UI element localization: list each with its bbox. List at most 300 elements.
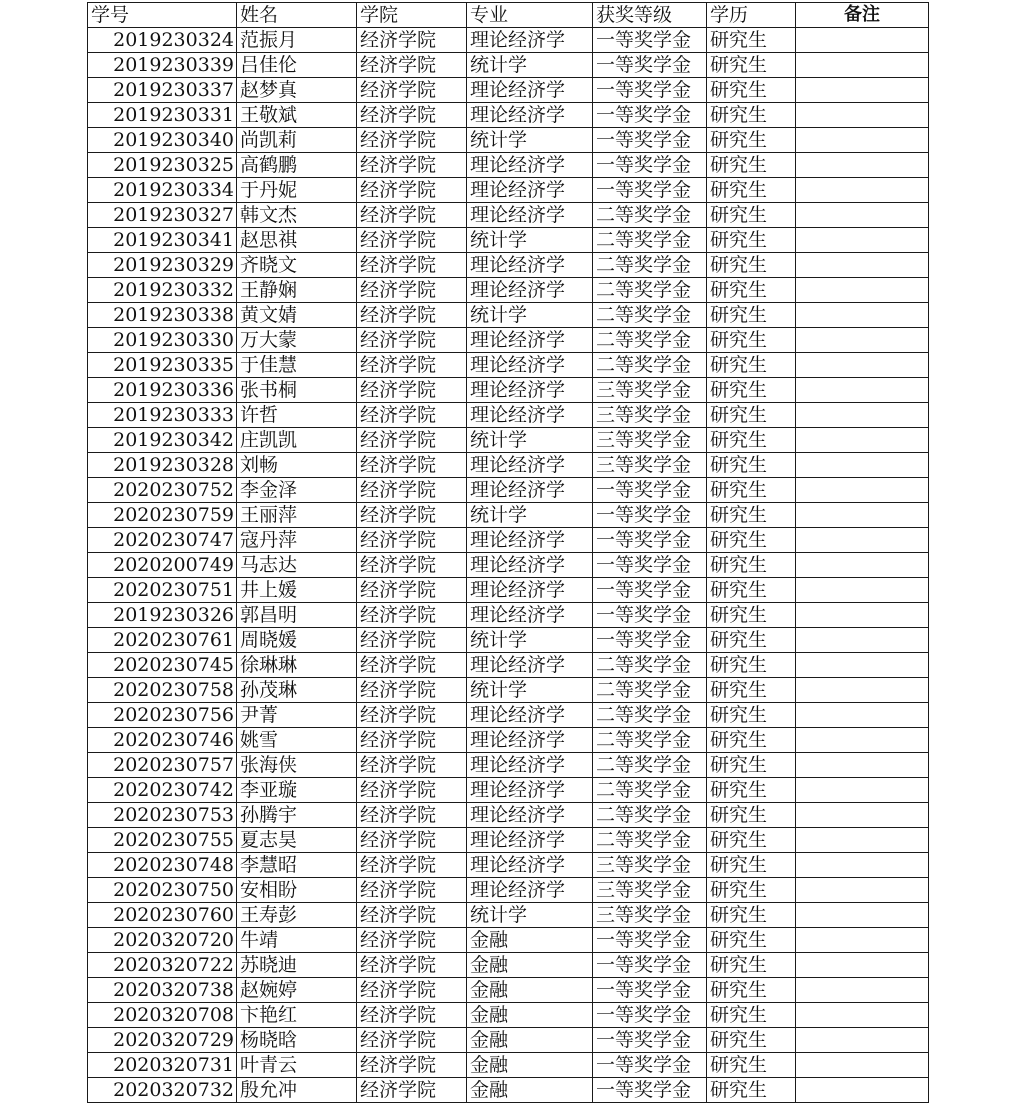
college-cell: 经济学院 [357, 578, 467, 603]
name-cell: 范振月 [237, 28, 357, 53]
remark-cell [796, 178, 929, 203]
award-level-cell: 一等奖学金 [593, 578, 707, 603]
name-cell: 杨晓晗 [237, 1028, 357, 1053]
award-level-cell: 一等奖学金 [593, 528, 707, 553]
award-level-cell: 一等奖学金 [593, 78, 707, 103]
student-id-cell: 2020230747 [88, 528, 237, 553]
award-level-cell: 二等奖学金 [593, 703, 707, 728]
award-level-cell: 二等奖学金 [593, 828, 707, 853]
table-row [88, 703, 929, 728]
award-level-cell: 一等奖学金 [593, 1028, 707, 1053]
table-row [88, 578, 929, 603]
name-cell: 王丽萍 [237, 503, 357, 528]
degree-cell: 研究生 [707, 978, 796, 1003]
name-cell: 尹菁 [237, 703, 357, 728]
major-cell: 金融 [467, 953, 593, 978]
name-cell: 赵梦真 [237, 78, 357, 103]
student-id-cell: 2019230331 [88, 103, 237, 128]
name-cell: 夏志昊 [237, 828, 357, 853]
student-id-cell: 2019230328 [88, 453, 237, 478]
major-cell: 理论经济学 [467, 528, 593, 553]
award-level-cell: 二等奖学金 [593, 728, 707, 753]
degree-cell: 研究生 [707, 528, 796, 553]
scholarship-table [87, 2, 929, 1103]
student-id-cell: 2019230342 [88, 428, 237, 453]
name-cell: 井上媛 [237, 578, 357, 603]
table-row [88, 253, 929, 278]
degree-cell: 研究生 [707, 53, 796, 78]
award-level-cell: 二等奖学金 [593, 328, 707, 353]
college-cell: 经济学院 [357, 503, 467, 528]
remark-cell [796, 728, 929, 753]
student-id-cell: 2019230329 [88, 253, 237, 278]
student-id-cell: 2019230340 [88, 128, 237, 153]
major-cell: 理论经济学 [467, 803, 593, 828]
degree-cell: 研究生 [707, 1003, 796, 1028]
major-cell: 金融 [467, 978, 593, 1003]
major-cell: 理论经济学 [467, 278, 593, 303]
student-id-cell: 2020320738 [88, 978, 237, 1003]
name-cell: 孙腾宇 [237, 803, 357, 828]
student-id-cell: 2019230341 [88, 228, 237, 253]
major-cell: 理论经济学 [467, 778, 593, 803]
student-id-cell: 2020230745 [88, 653, 237, 678]
table-row [88, 1028, 929, 1053]
major-cell: 金融 [467, 1028, 593, 1053]
remark-cell [796, 753, 929, 778]
remark-cell [796, 628, 929, 653]
award-level-cell: 二等奖学金 [593, 253, 707, 278]
award-level-cell: 二等奖学金 [593, 778, 707, 803]
table-row [88, 653, 929, 678]
award-level-cell: 一等奖学金 [593, 178, 707, 203]
student-id-cell: 2019230333 [88, 403, 237, 428]
degree-cell: 研究生 [707, 378, 796, 403]
table-row [88, 528, 929, 553]
degree-cell: 研究生 [707, 428, 796, 453]
degree-cell: 研究生 [707, 578, 796, 603]
student-id-cell: 2020230757 [88, 753, 237, 778]
degree-cell: 研究生 [707, 178, 796, 203]
remark-cell [796, 978, 929, 1003]
name-cell: 庄凯凯 [237, 428, 357, 453]
remark-cell [796, 603, 929, 628]
header-student-id: 学号 [88, 3, 237, 28]
college-cell: 经济学院 [357, 1028, 467, 1053]
degree-cell: 研究生 [707, 1028, 796, 1053]
table-row [88, 428, 929, 453]
table-row [88, 553, 929, 578]
name-cell: 许哲 [237, 403, 357, 428]
degree-cell: 研究生 [707, 28, 796, 53]
award-level-cell: 一等奖学金 [593, 1053, 707, 1078]
college-cell: 经济学院 [357, 778, 467, 803]
degree-cell: 研究生 [707, 903, 796, 928]
major-cell: 统计学 [467, 628, 593, 653]
table-row [88, 328, 929, 353]
header-degree: 学历 [707, 3, 796, 28]
major-cell: 理论经济学 [467, 78, 593, 103]
remark-cell [796, 378, 929, 403]
student-id-cell: 2019230332 [88, 278, 237, 303]
award-level-cell: 一等奖学金 [593, 1003, 707, 1028]
degree-cell: 研究生 [707, 353, 796, 378]
table-row [88, 903, 929, 928]
degree-cell: 研究生 [707, 278, 796, 303]
degree-cell: 研究生 [707, 953, 796, 978]
award-level-cell: 一等奖学金 [593, 603, 707, 628]
degree-cell: 研究生 [707, 653, 796, 678]
degree-cell: 研究生 [707, 678, 796, 703]
award-level-cell: 一等奖学金 [593, 553, 707, 578]
table-row [88, 678, 929, 703]
major-cell: 统计学 [467, 128, 593, 153]
name-cell: 齐晓文 [237, 253, 357, 278]
college-cell: 经济学院 [357, 153, 467, 178]
college-cell: 经济学院 [357, 728, 467, 753]
remark-cell [796, 203, 929, 228]
student-id-cell: 2020230759 [88, 503, 237, 528]
major-cell: 理论经济学 [467, 103, 593, 128]
degree-cell: 研究生 [707, 753, 796, 778]
remark-cell [796, 853, 929, 878]
name-cell: 赵婉婷 [237, 978, 357, 1003]
name-cell: 赵思祺 [237, 228, 357, 253]
major-cell: 理论经济学 [467, 878, 593, 903]
table-row [88, 53, 929, 78]
award-level-cell: 一等奖学金 [593, 978, 707, 1003]
award-level-cell: 二等奖学金 [593, 753, 707, 778]
student-id-cell: 2019230325 [88, 153, 237, 178]
table-row [88, 178, 929, 203]
remark-cell [796, 1003, 929, 1028]
award-level-cell: 一等奖学金 [593, 103, 707, 128]
major-cell: 统计学 [467, 903, 593, 928]
remark-cell [796, 578, 929, 603]
college-cell: 经济学院 [357, 303, 467, 328]
major-cell: 理论经济学 [467, 728, 593, 753]
degree-cell: 研究生 [707, 78, 796, 103]
remark-cell [796, 303, 929, 328]
remark-cell [796, 778, 929, 803]
award-level-cell: 二等奖学金 [593, 228, 707, 253]
award-level-cell: 二等奖学金 [593, 303, 707, 328]
major-cell: 理论经济学 [467, 253, 593, 278]
major-cell: 理论经济学 [467, 378, 593, 403]
remark-cell [796, 278, 929, 303]
student-id-cell: 2020320729 [88, 1028, 237, 1053]
name-cell: 卞艳红 [237, 1003, 357, 1028]
major-cell: 金融 [467, 1078, 593, 1103]
college-cell: 经济学院 [357, 378, 467, 403]
award-level-cell: 三等奖学金 [593, 878, 707, 903]
award-level-cell: 一等奖学金 [593, 1078, 707, 1103]
college-cell: 经济学院 [357, 853, 467, 878]
table-row [88, 953, 929, 978]
degree-cell: 研究生 [707, 928, 796, 953]
name-cell: 韩文杰 [237, 203, 357, 228]
major-cell: 理论经济学 [467, 353, 593, 378]
college-cell: 经济学院 [357, 28, 467, 53]
table-row [88, 203, 929, 228]
name-cell: 叶青云 [237, 1053, 357, 1078]
name-cell: 安相盼 [237, 878, 357, 903]
college-cell: 经济学院 [357, 828, 467, 853]
degree-cell: 研究生 [707, 803, 796, 828]
award-level-cell: 二等奖学金 [593, 353, 707, 378]
major-cell: 金融 [467, 1053, 593, 1078]
remark-cell [796, 328, 929, 353]
student-id-cell: 2020230761 [88, 628, 237, 653]
table-row [88, 828, 929, 853]
college-cell: 经济学院 [357, 628, 467, 653]
college-cell: 经济学院 [357, 653, 467, 678]
award-level-cell: 三等奖学金 [593, 453, 707, 478]
college-cell: 经济学院 [357, 553, 467, 578]
student-id-cell: 2020230760 [88, 903, 237, 928]
student-id-cell: 2019230324 [88, 28, 237, 53]
major-cell: 理论经济学 [467, 553, 593, 578]
name-cell: 高鹤鹏 [237, 153, 357, 178]
student-id-cell: 2019230337 [88, 78, 237, 103]
student-id-cell: 2020230748 [88, 853, 237, 878]
remark-cell [796, 1078, 929, 1103]
degree-cell: 研究生 [707, 728, 796, 753]
table-row [88, 153, 929, 178]
degree-cell: 研究生 [707, 828, 796, 853]
remark-cell [796, 353, 929, 378]
remark-cell [796, 53, 929, 78]
remark-cell [796, 878, 929, 903]
name-cell: 徐琳琳 [237, 653, 357, 678]
remark-cell [796, 403, 929, 428]
degree-cell: 研究生 [707, 778, 796, 803]
major-cell: 统计学 [467, 678, 593, 703]
major-cell: 理论经济学 [467, 853, 593, 878]
header-major: 专业 [467, 3, 593, 28]
name-cell: 郭昌明 [237, 603, 357, 628]
remark-cell [796, 803, 929, 828]
major-cell: 理论经济学 [467, 653, 593, 678]
student-id-cell: 2020230753 [88, 803, 237, 828]
table-row [88, 978, 929, 1003]
college-cell: 经济学院 [357, 1053, 467, 1078]
name-cell: 张书桐 [237, 378, 357, 403]
student-id-cell: 2019230326 [88, 603, 237, 628]
award-level-cell: 一等奖学金 [593, 503, 707, 528]
major-cell: 金融 [467, 1003, 593, 1028]
student-id-cell: 2020230750 [88, 878, 237, 903]
remark-cell [796, 528, 929, 553]
remark-cell [796, 28, 929, 53]
table-row [88, 128, 929, 153]
name-cell: 黄文婧 [237, 303, 357, 328]
student-id-cell: 2019230330 [88, 328, 237, 353]
award-level-cell: 二等奖学金 [593, 678, 707, 703]
student-id-cell: 2020230758 [88, 678, 237, 703]
major-cell: 金融 [467, 928, 593, 953]
college-cell: 经济学院 [357, 278, 467, 303]
table-row [88, 353, 929, 378]
award-level-cell: 三等奖学金 [593, 903, 707, 928]
table-row [88, 1078, 929, 1103]
degree-cell: 研究生 [707, 328, 796, 353]
college-cell: 经济学院 [357, 78, 467, 103]
college-cell: 经济学院 [357, 953, 467, 978]
header-remark: 备注 [796, 3, 929, 28]
table-row [88, 103, 929, 128]
college-cell: 经济学院 [357, 103, 467, 128]
table-row [88, 928, 929, 953]
college-cell: 经济学院 [357, 203, 467, 228]
remark-cell [796, 1028, 929, 1053]
degree-cell: 研究生 [707, 553, 796, 578]
college-cell: 经济学院 [357, 1078, 467, 1103]
major-cell: 理论经济学 [467, 328, 593, 353]
major-cell: 理论经济学 [467, 28, 593, 53]
remark-cell [796, 1053, 929, 1078]
college-cell: 经济学院 [357, 878, 467, 903]
name-cell: 王静娴 [237, 278, 357, 303]
header-row [88, 3, 929, 28]
remark-cell [796, 553, 929, 578]
award-level-cell: 二等奖学金 [593, 653, 707, 678]
award-level-cell: 一等奖学金 [593, 953, 707, 978]
remark-cell [796, 903, 929, 928]
remark-cell [796, 678, 929, 703]
degree-cell: 研究生 [707, 253, 796, 278]
award-level-cell: 三等奖学金 [593, 428, 707, 453]
degree-cell: 研究生 [707, 403, 796, 428]
table-row [88, 478, 929, 503]
remark-cell [796, 828, 929, 853]
award-level-cell: 二等奖学金 [593, 203, 707, 228]
student-id-cell: 2019230327 [88, 203, 237, 228]
table-row [88, 803, 929, 828]
student-id-cell: 2020230751 [88, 578, 237, 603]
degree-cell: 研究生 [707, 453, 796, 478]
major-cell: 理论经济学 [467, 403, 593, 428]
remark-cell [796, 453, 929, 478]
student-id-cell: 2020320720 [88, 928, 237, 953]
award-level-cell: 二等奖学金 [593, 278, 707, 303]
college-cell: 经济学院 [357, 1003, 467, 1028]
name-cell: 于佳慧 [237, 353, 357, 378]
table-row [88, 753, 929, 778]
college-cell: 经济学院 [357, 928, 467, 953]
college-cell: 经济学院 [357, 678, 467, 703]
table-row [88, 228, 929, 253]
student-id-cell: 2020320722 [88, 953, 237, 978]
degree-cell: 研究生 [707, 853, 796, 878]
remark-cell [796, 653, 929, 678]
table-row [88, 778, 929, 803]
student-id-cell: 2020230746 [88, 728, 237, 753]
award-level-cell: 三等奖学金 [593, 378, 707, 403]
student-id-cell: 2020230742 [88, 778, 237, 803]
remark-cell [796, 953, 929, 978]
college-cell: 经济学院 [357, 428, 467, 453]
table-row [88, 728, 929, 753]
college-cell: 经济学院 [357, 178, 467, 203]
student-id-cell: 2020320708 [88, 1003, 237, 1028]
remark-cell [796, 128, 929, 153]
student-id-cell: 2019230336 [88, 378, 237, 403]
name-cell: 张海侠 [237, 753, 357, 778]
major-cell: 统计学 [467, 428, 593, 453]
degree-cell: 研究生 [707, 878, 796, 903]
college-cell: 经济学院 [357, 328, 467, 353]
major-cell: 统计学 [467, 228, 593, 253]
college-cell: 经济学院 [357, 478, 467, 503]
name-cell: 刘畅 [237, 453, 357, 478]
degree-cell: 研究生 [707, 628, 796, 653]
major-cell: 理论经济学 [467, 753, 593, 778]
student-id-cell: 2020200749 [88, 553, 237, 578]
remark-cell [796, 78, 929, 103]
table-row [88, 78, 929, 103]
name-cell: 李亚璇 [237, 778, 357, 803]
award-level-cell: 一等奖学金 [593, 153, 707, 178]
table-row [88, 453, 929, 478]
major-cell: 理论经济学 [467, 453, 593, 478]
table-row [88, 603, 929, 628]
degree-cell: 研究生 [707, 603, 796, 628]
table-row [88, 403, 929, 428]
student-id-cell: 2020320732 [88, 1078, 237, 1103]
name-cell: 李金泽 [237, 478, 357, 503]
degree-cell: 研究生 [707, 1078, 796, 1103]
remark-cell [796, 153, 929, 178]
student-id-cell: 2019230335 [88, 353, 237, 378]
student-id-cell: 2019230334 [88, 178, 237, 203]
name-cell: 周晓媛 [237, 628, 357, 653]
award-level-cell: 三等奖学金 [593, 403, 707, 428]
student-id-cell: 2020230756 [88, 703, 237, 728]
major-cell: 理论经济学 [467, 178, 593, 203]
major-cell: 理论经济学 [467, 478, 593, 503]
name-cell: 王敬斌 [237, 103, 357, 128]
award-level-cell: 一等奖学金 [593, 28, 707, 53]
college-cell: 经济学院 [357, 228, 467, 253]
header-award-level: 获奖等级 [593, 3, 707, 28]
table-row [88, 1003, 929, 1028]
table-row [88, 503, 929, 528]
table-row [88, 303, 929, 328]
table-row [88, 28, 929, 53]
college-cell: 经济学院 [357, 253, 467, 278]
table-row [88, 378, 929, 403]
award-level-cell: 一等奖学金 [593, 928, 707, 953]
remark-cell [796, 478, 929, 503]
award-level-cell: 三等奖学金 [593, 853, 707, 878]
degree-cell: 研究生 [707, 503, 796, 528]
degree-cell: 研究生 [707, 1053, 796, 1078]
award-level-cell: 一等奖学金 [593, 478, 707, 503]
college-cell: 经济学院 [357, 703, 467, 728]
name-cell: 牛靖 [237, 928, 357, 953]
major-cell: 理论经济学 [467, 603, 593, 628]
name-cell: 于丹妮 [237, 178, 357, 203]
award-level-cell: 一等奖学金 [593, 53, 707, 78]
header-name: 姓名 [237, 3, 357, 28]
degree-cell: 研究生 [707, 228, 796, 253]
major-cell: 统计学 [467, 53, 593, 78]
college-cell: 经济学院 [357, 903, 467, 928]
college-cell: 经济学院 [357, 803, 467, 828]
major-cell: 理论经济学 [467, 153, 593, 178]
major-cell: 理论经济学 [467, 578, 593, 603]
